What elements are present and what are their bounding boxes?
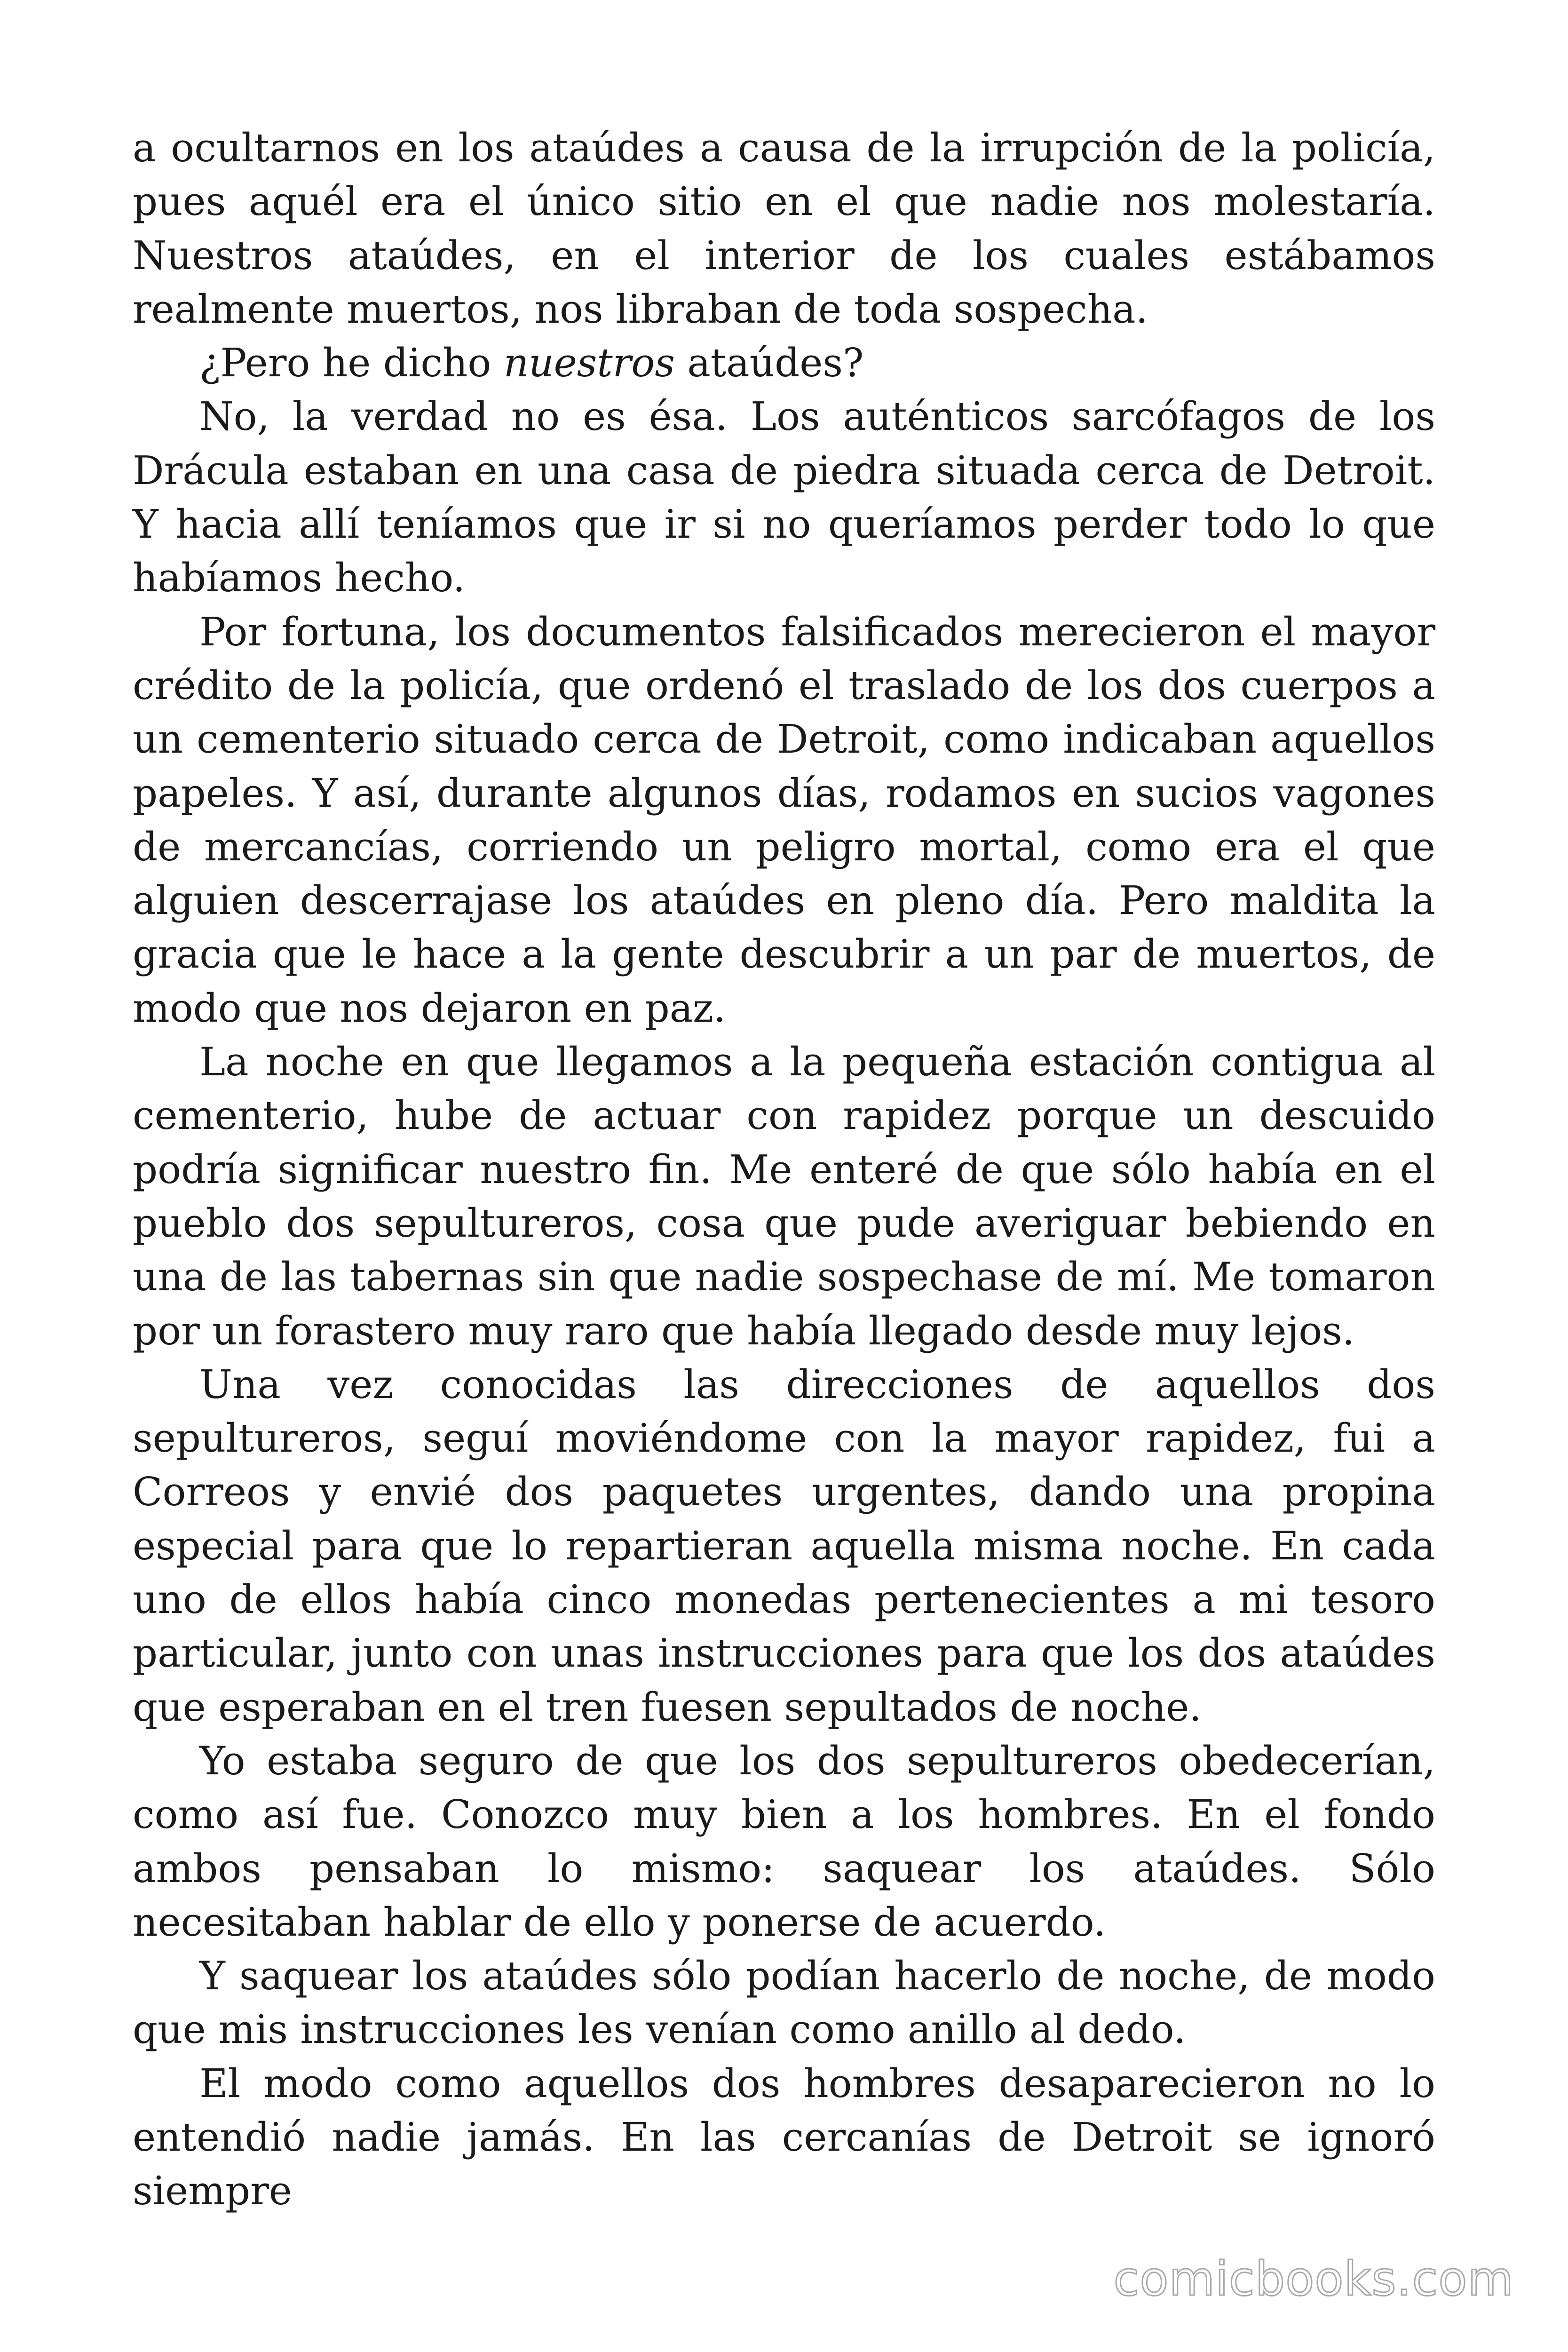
paragraph: [133, 2057, 1435, 2218]
text-run: ¿Pero he dicho: [199, 340, 504, 386]
text-run: ataúdes?: [674, 340, 864, 386]
page-text: [133, 121, 1435, 2218]
paragraph: [133, 1734, 1435, 1949]
text-run: No, la verdad no es ésa. Los auténticos sarcófagos de los Drácula estaban en una casa de piedra situada cerca de Detroit. Y hacia allí teníamos que ir si no queríamos perder todo lo que habíamos hecho.: [133, 394, 1435, 601]
text-run: La noche en que llegamos a la pequeña estación contigua al cementerio, hube de actuar con rapidez porque un descuido podría significar nuestro fin. Me enteré de que sólo había en el pueblo dos sepultureros, cosa que pude averiguar bebiendo en una de las tabernas sin que nadie sospechase de mí. Me tomaron por un forastero muy raro que había llegado desde muy lejos.: [133, 1039, 1435, 1354]
paragraph: [133, 605, 1435, 1035]
text-run: Por fortuna, los documentos falsificados merecieron el mayor crédito de la policía, que ordenó el traslado de los dos cuerpos a un cementerio situado cerca de Detroit, como indicaban aquellos papeles. Y así, durante algunos días, rodamos en sucios vagones de mercancías, corriendo un peligro mortal, como era el que alguien descerrajase los ataúdes en pleno día. Pero maldita la gracia que le hace a la gente descubrir a un par de muertos, de modo que nos dejaron en paz.: [133, 609, 1435, 1031]
paragraph: [133, 336, 1435, 390]
watermark: comicbooks.com: [1113, 2251, 1514, 2306]
text-run: Yo estaba seguro de que los dos sepultureros obedecerían, como así fue. Conozco muy bien a los hombres. En el fondo ambos pensaban lo mismo: saquear los ataúdes. Sólo necesitaban hablar de ello y ponerse de acuerdo.: [133, 1738, 1435, 1945]
text-run: a ocultarnos en los ataúdes a causa de la irrupción de la policía, pues aquél era el único sitio en el que nadie nos molestaría. Nuestros ataúdes, en el interior de los cuales estábamos realmente muertos, nos libraban de toda sospecha.: [133, 125, 1435, 332]
paragraph: [133, 390, 1435, 605]
italic-text-run: nuestros: [503, 340, 675, 386]
paragraph: [133, 1358, 1435, 1734]
text-run: Una vez conocidas las direcciones de aquellos dos sepultureros, seguí moviéndome con la mayor rapidez, fui a Correos y envié dos paquetes urgentes, dando una propina especial para que lo repartieran aquella misma noche. En cada uno de ellos había cinco monedas pertenecientes a mi tesoro particular, junto con unas instrucciones para que los dos ataúdes que esperaban en el tren fuesen sepultados de noche.: [133, 1361, 1435, 1730]
paragraph: [133, 1035, 1435, 1358]
paragraph: [133, 121, 1435, 336]
paragraph: [133, 1949, 1435, 2057]
text-run: El modo como aquellos dos hombres desaparecieron no lo entendió nadie jamás. En las cercanías de Detroit se ignoró siempre: [133, 2060, 1435, 2214]
text-run: Y saquear los ataúdes sólo podían hacerlo de noche, de modo que mis instrucciones les venían como anillo al dedo.: [133, 1953, 1435, 2053]
